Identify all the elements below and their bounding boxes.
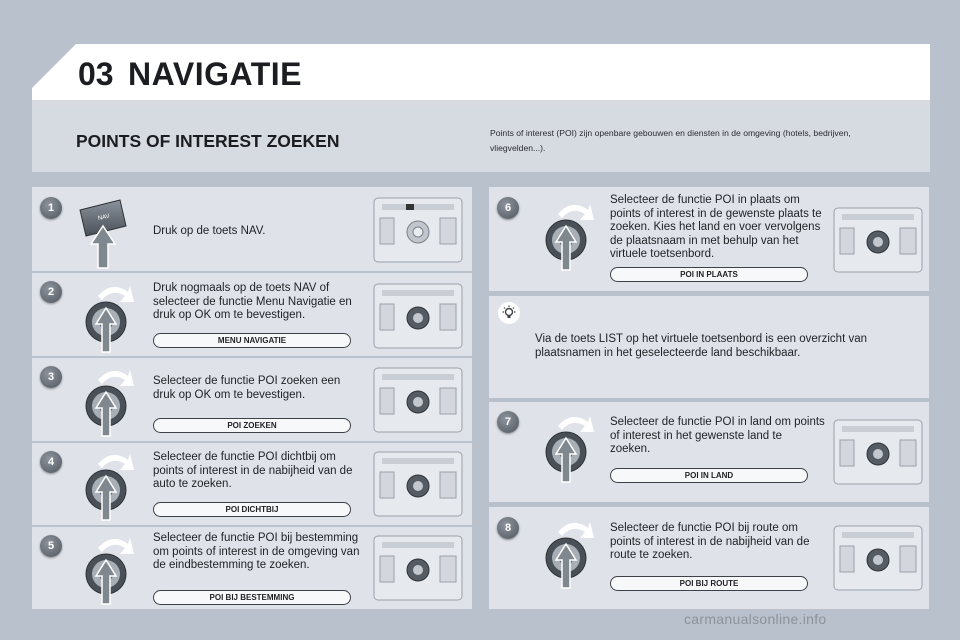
dial-press-icon (78, 366, 136, 438)
step-text: Druk op de toets NAV. (153, 225, 266, 237)
dial-press-icon (538, 412, 596, 484)
chapter-number: 03 (78, 56, 114, 92)
menu-label-pill: POI ZOEKEN (153, 418, 351, 433)
step-badge: 3 (40, 366, 62, 388)
step-badge: 5 (40, 535, 62, 557)
step-text: Selecteer de functie POI bij bestemming om points of interest in de omgeving van de eindbestemming te zoeken. (153, 532, 360, 571)
step-text: Selecteer de functie POI in land om points of interest in het gewenste land te zoeken. (610, 416, 825, 455)
watermark: carmanualsonline.info (684, 611, 827, 627)
step-badge: 6 (497, 197, 519, 219)
step-text: Selecteer de functie POI zoeken een druk op OK om te bevestigen. (153, 375, 341, 401)
menu-label-pill: POI BIJ BESTEMMING (153, 590, 351, 605)
chapter-title: NAVIGATIE (128, 56, 302, 92)
menu-label-pill: POI IN LAND (610, 468, 808, 483)
menu-label-pill: POI DICHTBIJ (153, 502, 351, 517)
radio-unit-illustration (370, 278, 466, 354)
menu-label-pill: MENU NAVIGATIE (153, 333, 351, 348)
dial-press-icon (538, 200, 596, 272)
step-badge: 8 (497, 517, 519, 539)
step-text: Druk nogmaals op de toets NAV of selecteer de functie Menu Navigatie en druk op OK om te bevestigen. (153, 282, 352, 321)
step-badge: 7 (497, 411, 519, 433)
step-badge: 2 (40, 281, 62, 303)
step-badge: 4 (40, 451, 62, 473)
intro-text: Points of interest (POI) zijn openbare gebouwen en diensten in de omgeving (hotels, bedrijven, vliegvelden...). (490, 128, 851, 153)
menu-label-pill: POI IN PLAATS (610, 267, 808, 282)
step-text: Selecteer de functie POI in plaats om points of interest in de gewenste plaats te zoeken. Kies het land en voer vervolgens de plaatsnaam in met behulp van het virtuele toetsenbord. (610, 194, 822, 260)
radio-unit-illustration (830, 520, 926, 596)
step-badge: 1 (40, 197, 62, 219)
radio-unit-illustration (370, 530, 466, 606)
dial-press-icon (78, 534, 136, 606)
step-text: Selecteer de functie POI dichtbij om points of interest in de nabijheid van de auto te zoeken. (153, 451, 353, 490)
radio-unit-illustration (370, 192, 466, 268)
radio-unit-illustration (830, 202, 926, 278)
dial-press-icon (78, 450, 136, 522)
header-divider (32, 100, 930, 108)
nav-button-label: NAV (97, 213, 111, 222)
lightbulb-icon (498, 302, 520, 324)
step-text: Selecteer de functie POI bij route om points of interest in de nabijheid van de route te zoeken. (610, 522, 810, 561)
dial-press-icon (538, 518, 596, 590)
radio-unit-illustration (830, 414, 926, 490)
dial-press-icon (78, 282, 136, 354)
menu-label-pill: POI BIJ ROUTE (610, 576, 808, 591)
radio-unit-illustration (370, 362, 466, 438)
tip-text: Via de toets LIST op het virtuele toetsenbord is een overzicht van plaatsnamen in het geselecteerde land beschikbaar. (535, 333, 868, 359)
nav-button-press-icon (76, 196, 130, 270)
section-title: POINTS OF INTEREST ZOEKEN (76, 131, 340, 151)
radio-unit-illustration (370, 446, 466, 522)
